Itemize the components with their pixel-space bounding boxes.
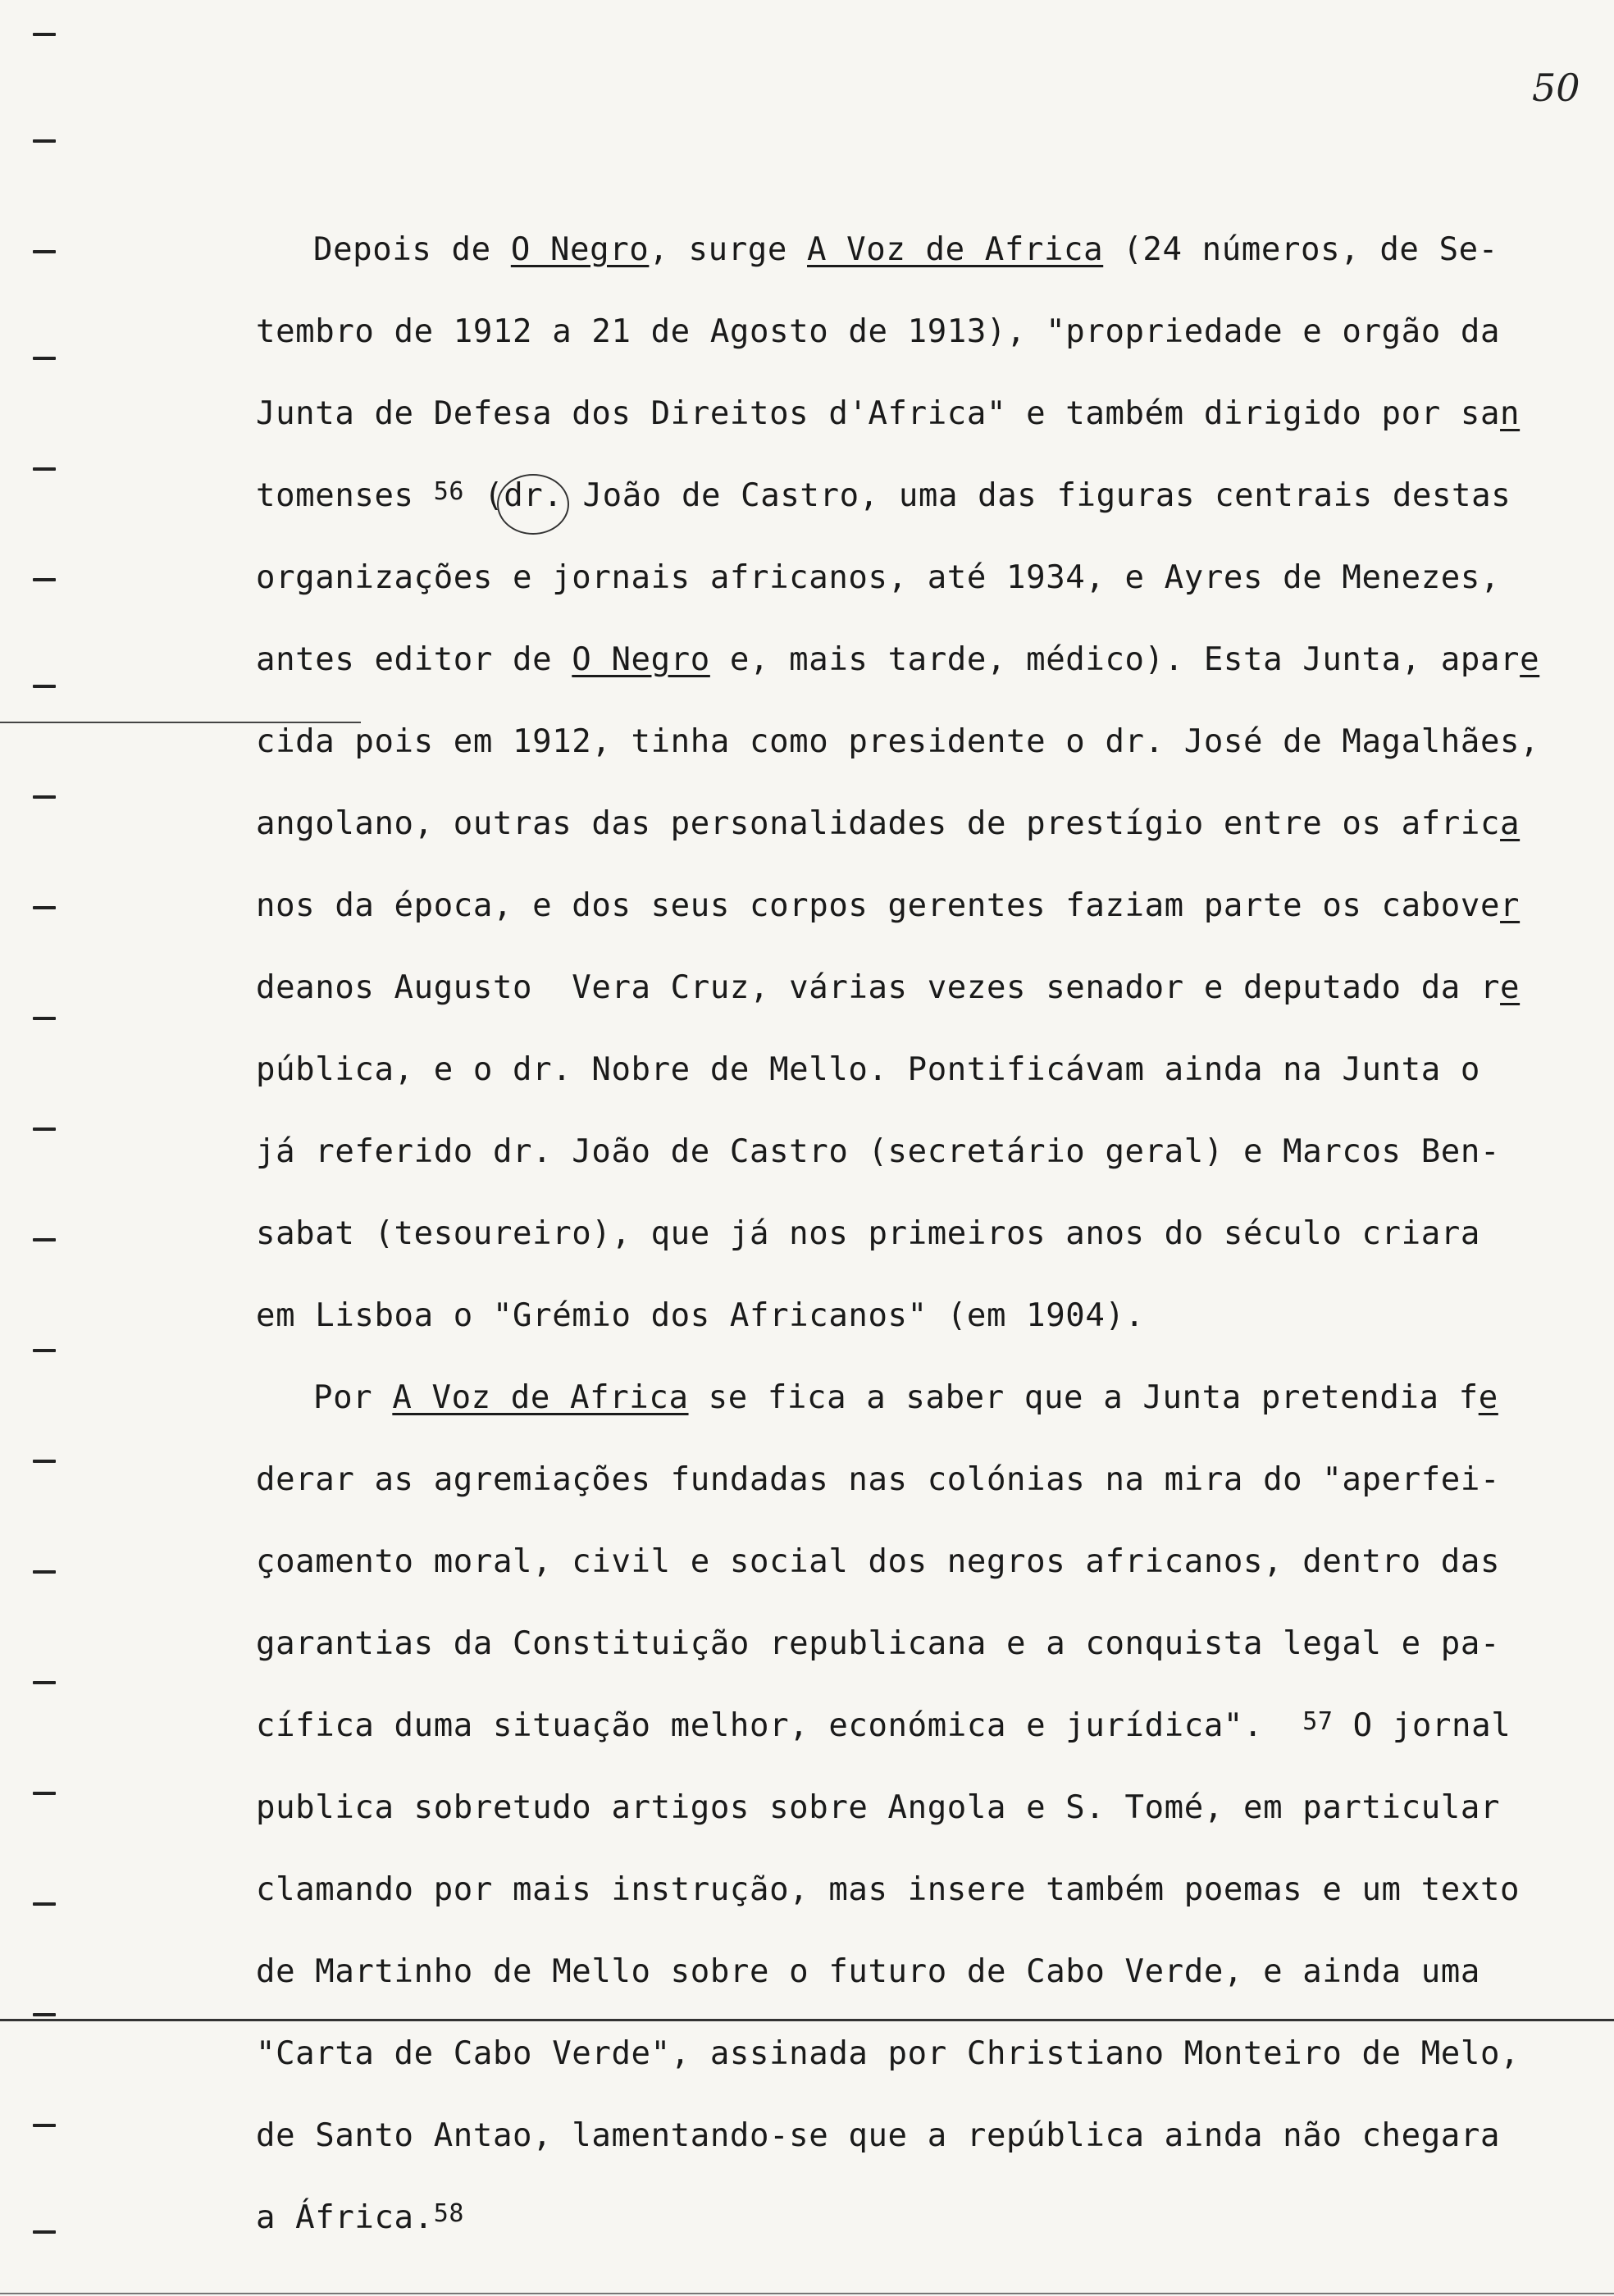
underlined-text: e <box>1478 1379 1498 1416</box>
text-segment: (dr. João de Castro, uma das figuras centrais destas <box>464 477 1511 514</box>
margin-tick <box>33 33 56 36</box>
margin-tick <box>33 1902 56 1906</box>
text-segment: nos da época, e dos seus corpos gerentes faziam parte os cabove <box>256 887 1501 924</box>
underlined-text: r <box>1500 887 1521 924</box>
text-line <box>256 312 1500 353</box>
text-line <box>256 1460 1500 1501</box>
text-line <box>256 1870 1520 1911</box>
margin-tick <box>33 1017 56 1020</box>
margin-tick <box>33 1792 56 1795</box>
text-segment: tembro de 1912 a 21 de Agosto de 1913), "propriedade e orgão da <box>256 313 1501 350</box>
margin-tick <box>33 1349 56 1352</box>
text-segment: derar as agremiações fundadas nas colónias na mira do "aperfei- <box>256 1461 1501 1498</box>
text-line <box>256 1624 1500 1665</box>
text-segment: "Carta de Cabo Verde", assinada por Christiano Monteiro de Melo, <box>256 2035 1521 2072</box>
margin-tick <box>33 1570 56 1574</box>
underlined-text: A Voz de Africa <box>807 231 1104 268</box>
footnote-marker: 57 <box>1302 1707 1334 1736</box>
underlined-text: A Voz de Africa <box>392 1379 689 1416</box>
text-segment: antes editor de <box>256 641 572 678</box>
text-segment: cida pois em 1912, tinha como presidente o dr. José de Magalhães, <box>256 723 1540 760</box>
left-margin-ticks <box>33 0 66 2296</box>
text-line <box>256 1706 1511 1749</box>
margin-tick <box>33 2124 56 2127</box>
text-line <box>256 476 1511 519</box>
text-line <box>256 722 1539 763</box>
margin-tick <box>33 1238 56 1241</box>
text-segment: de Santo Antao, lamentando-se que a república ainda não chegara <box>256 2117 1501 2154</box>
text-line <box>256 886 1520 927</box>
text-line <box>313 230 1498 271</box>
underlined-text: n <box>1500 395 1521 432</box>
underlined-text: a <box>1500 805 1521 842</box>
text-segment: cífica duma situação melhor, económica e jurídica". <box>256 1707 1303 1744</box>
text-line <box>256 2116 1500 2157</box>
margin-tick <box>33 685 56 688</box>
text-segment: pública, e o dr. Nobre de Mello. Pontificávam ainda na Junta o <box>256 1051 1480 1088</box>
text-segment: çoamento moral, civil e social dos negros africanos, dentro das <box>256 1543 1501 1580</box>
text-segment: , surge <box>649 231 808 268</box>
text-segment: sabat (tesoureiro), que já nos primeiros anos do século criara <box>256 1215 1480 1252</box>
underlined-text: e <box>1520 641 1540 678</box>
margin-tick <box>33 250 56 253</box>
underlined-text: e <box>1500 969 1521 1006</box>
text-segment: O jornal <box>1333 1707 1511 1744</box>
text-segment: Por <box>313 1379 393 1416</box>
margin-tick <box>33 1460 56 1463</box>
margin-tick <box>33 357 56 360</box>
margin-tick <box>33 2013 56 2016</box>
text-line <box>256 1296 1145 1337</box>
scan-rule-line <box>0 2293 1614 2294</box>
margin-tick <box>33 1128 56 1131</box>
text-line <box>256 1952 1480 1993</box>
text-line <box>256 1050 1480 1091</box>
text-line <box>256 558 1500 599</box>
text-line <box>313 1378 1498 1419</box>
text-segment: garantias da Constituição republicana e a conquista legal e pa- <box>256 1625 1501 1662</box>
text-segment: clamando por mais instrução, mas insere também poemas e um texto <box>256 1871 1521 1908</box>
footnote-marker: 58 <box>433 2199 465 2228</box>
footnote-marker: 56 <box>433 477 465 506</box>
text-segment: organizações e jornais africanos, até 1934, e Ayres de Menezes, <box>256 559 1501 596</box>
margin-tick <box>33 906 56 909</box>
text-line <box>256 804 1520 845</box>
text-segment: Depois de <box>313 231 511 268</box>
margin-tick <box>33 795 56 799</box>
text-line <box>256 2198 464 2241</box>
underlined-text: O Negro <box>510 231 650 268</box>
underlined-text: O Negro <box>572 641 710 678</box>
text-segment: angolano, outras das personalidades de prestígio entre os afric <box>256 805 1501 842</box>
text-line <box>256 640 1539 681</box>
text-segment: publica sobretudo artigos sobre Angola e S. Tomé, em particular <box>256 1789 1501 1826</box>
text-segment: e, mais tarde, médico). Esta Junta, apar <box>709 641 1521 678</box>
text-segment: já referido dr. João de Castro (secretário geral) e Marcos Ben- <box>256 1133 1501 1170</box>
text-segment: (24 números, de Se- <box>1103 231 1498 268</box>
text-line <box>256 1542 1500 1583</box>
margin-tick <box>33 578 56 581</box>
text-line <box>256 2034 1520 2075</box>
text-line <box>256 1132 1500 1173</box>
text-segment: se fica a saber que a Junta pretendia f <box>688 1379 1479 1416</box>
margin-tick <box>33 1681 56 1684</box>
margin-tick <box>33 467 56 471</box>
text-segment: de Martinho de Mello sobre o futuro de Cabo Verde, e ainda uma <box>256 1953 1480 1990</box>
margin-tick <box>33 139 56 143</box>
text-segment: deanos Augusto Vera Cruz, várias vezes senador e deputado da r <box>256 969 1501 1006</box>
margin-tick <box>33 2230 56 2234</box>
text-line <box>256 1214 1480 1255</box>
text-line <box>256 968 1520 1009</box>
text-segment: em Lisboa o "Grémio dos Africanos" (em 1904). <box>256 1297 1145 1334</box>
text-segment: a África. <box>256 2199 434 2236</box>
page-number: 50 <box>1532 66 1580 110</box>
text-line <box>256 394 1520 435</box>
text-segment: tomenses <box>256 477 434 514</box>
text-line <box>256 1788 1500 1829</box>
scan-rule-line <box>0 2019 1614 2021</box>
text-segment: Junta de Defesa dos Direitos d'Africa" e também dirigido por sa <box>256 395 1501 432</box>
